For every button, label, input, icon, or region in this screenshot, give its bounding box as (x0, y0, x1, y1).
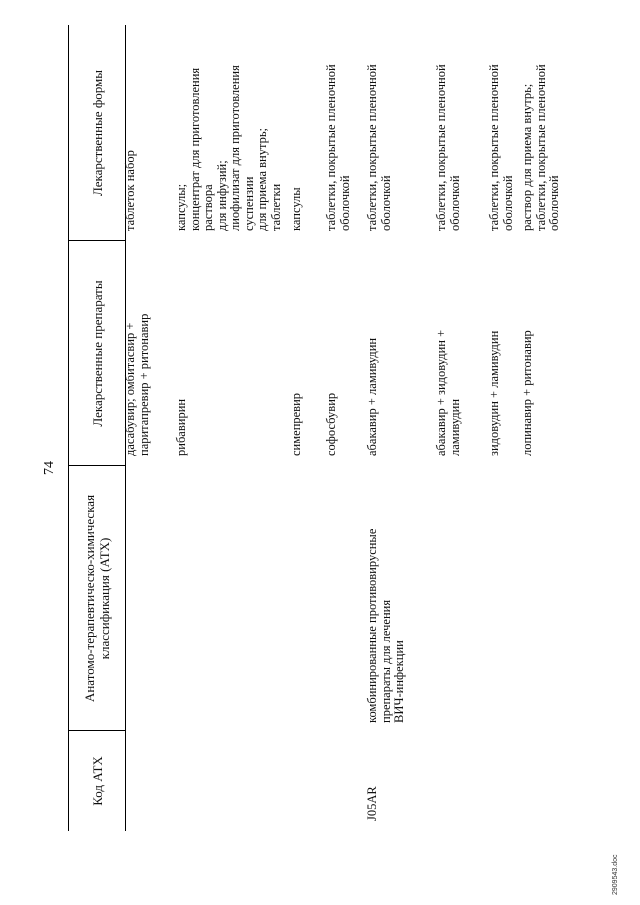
drug-name: дасабувир; омбитасвир + паритапревир + ритонавир (123, 313, 151, 456)
page-number: 74 (42, 461, 57, 475)
dosage-forms: раствор для приема внутрь; таблетки, покрытые пленочной оболочкой (520, 64, 561, 231)
drug-name: лопинавир + ритонавир (520, 330, 534, 456)
drug-name: рибавирин (174, 398, 188, 456)
header-classification: Анатомо-терапевтическо-химическая классификация (АТХ) (82, 494, 112, 703)
drug-name: софосбувир (324, 392, 338, 456)
drug-name: абакавир + зидовудин + ламивудин (434, 329, 462, 456)
table-header (68, 25, 126, 831)
dosage-forms: таблеток набор (123, 150, 137, 231)
drug-name: симепревир (289, 392, 303, 456)
header-drugs: Лекарственные препараты (89, 280, 105, 427)
drug-table (68, 25, 561, 831)
footer-filename: 2909543.doc (612, 854, 619, 895)
atc-classification: комбинированные противовирусные препараты для лечения ВИЧ-инфекции (365, 528, 406, 723)
dosage-forms: таблетки, покрытые пленочной оболочкой (487, 64, 515, 231)
drug-name: абакавир + ламивудин (365, 337, 379, 456)
header-code: Код АТХ (89, 756, 105, 806)
dosage-forms: таблетки, покрытые пленочной оболочкой (365, 64, 393, 231)
atc-code: J05AR (365, 786, 379, 821)
dosage-forms: таблетки, покрытые пленочной оболочкой (324, 64, 352, 231)
drug-name: зидовудин + ламивудин (487, 330, 501, 456)
header-forms: Лекарственные формы (89, 69, 105, 197)
dosage-forms: капсулы (289, 187, 303, 231)
dosage-forms: таблетки, покрытые пленочной оболочкой (434, 64, 462, 231)
dosage-forms: капсулы; концентрат для приготовления раствора для инфузий; лиофилизат для приготовления суспензии для приема внутрь; таблетки (174, 65, 283, 231)
